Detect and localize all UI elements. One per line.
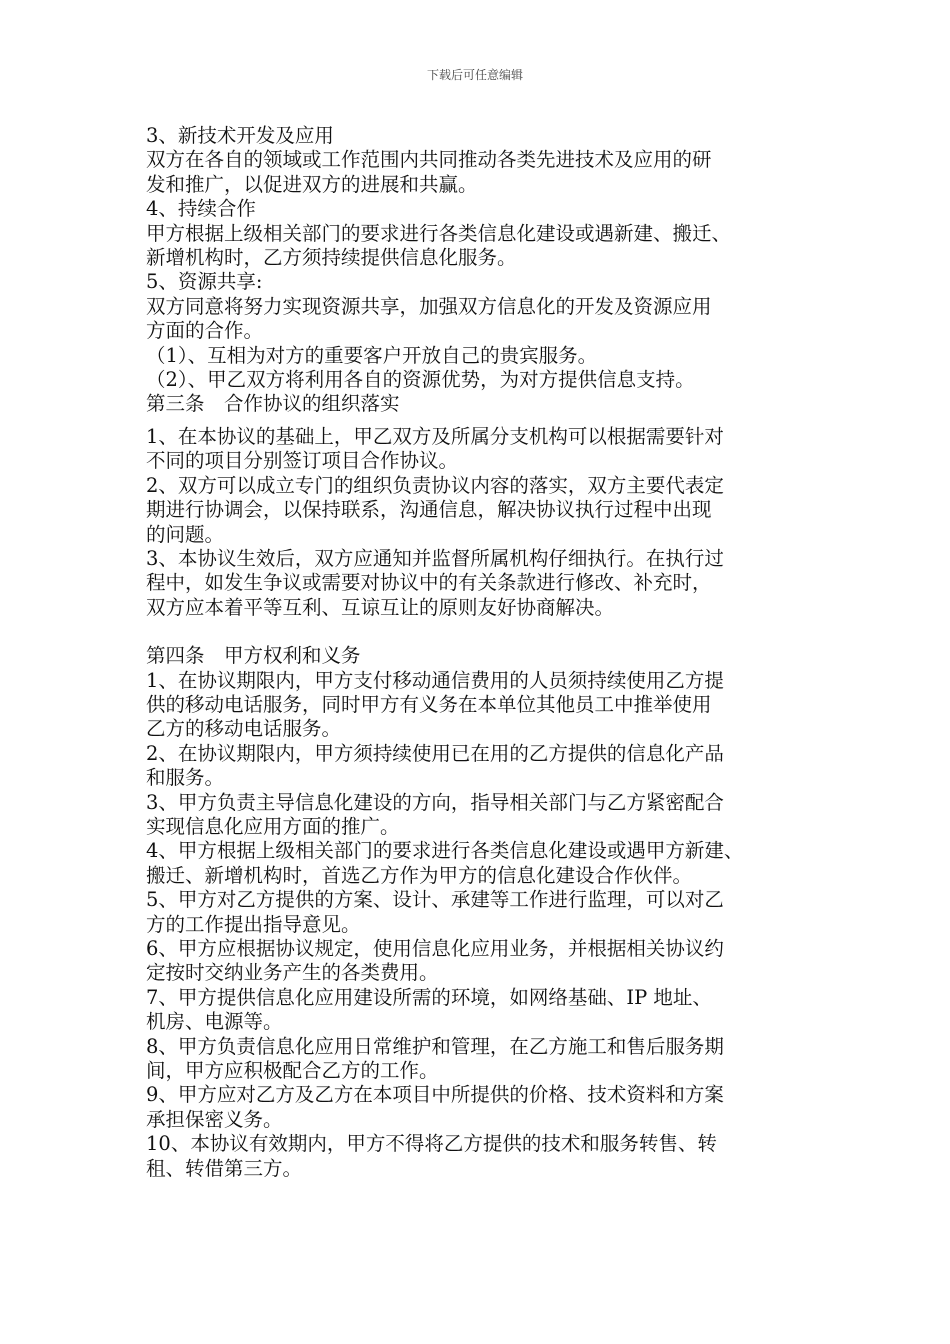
spacer — [146, 417, 836, 425]
section-heading: 第三条 合作协议的组织落实 — [146, 392, 400, 416]
text-line: （2）、甲乙双方将利用各自的资源优势，为对方提供信息支持。 — [146, 368, 695, 392]
text-line: 双方应本着平等互利、互谅互让的原则友好协商解决。 — [146, 595, 615, 619]
text-line: 程中，如发生争议或需要对协议中的有关条款进行修改、补充时， — [146, 571, 712, 595]
text-line: 4、持续合作 — [146, 197, 256, 221]
text-line: 5、资源共享: — [146, 270, 263, 294]
text-line: 机房、电源等。 — [146, 1010, 283, 1034]
text-line: 搬迁、新增机构时，首选乙方作为甲方的信息化建设合作伙伴。 — [146, 863, 693, 887]
text-line: 乙方的移动电话服务。 — [146, 717, 342, 741]
text-line: 和服务。 — [146, 766, 225, 790]
text-line: 3、新技术开发及应用 — [146, 124, 334, 147]
text-line: 4、甲方根据上级相关部门的要求进行各类信息化建设或遇甲方新建、 — [146, 839, 744, 863]
text-line: 供的移动电话服务，同时甲方有义务在本单位其他员工中推举使用 — [146, 692, 712, 716]
document-body — [146, 124, 836, 1181]
text-line: 双方同意将努力实现资源共享，加强双方信息化的开发及资源应用 — [146, 294, 712, 318]
text-line: 3、本协议生效后，双方应通知并监督所属机构仔细执行。在执行过 — [146, 546, 724, 570]
header-note: 下载后可任意编辑 — [426, 68, 523, 82]
text-line: 方面的合作。 — [146, 319, 264, 343]
text-line: 1、在本协议的基础上，甲乙双方及所属分支机构可以根据需要针对 — [146, 424, 724, 448]
text-line: 实现信息化应用方面的推广。 — [146, 814, 400, 838]
text-line: 发和推广，以促进双方的进展和共赢。 — [146, 172, 478, 196]
text-line: 1、在协议期限内，甲方支付移动通信费用的人员须持续使用乙方提 — [146, 668, 724, 692]
text-line: 不同的项目分别签订项目合作协议。 — [146, 449, 459, 473]
text-line: 2、双方可以成立专门的组织负责协议内容的落实，双方主要代表定 — [146, 473, 724, 497]
text-line: 期进行协调会，以保持联系，沟通信息，解决协议执行过程中出现 — [146, 498, 712, 522]
text-line: 间，甲方应积极配合乙方的工作。 — [146, 1059, 439, 1083]
text-line: 2、在协议期限内，甲方须持续使用已在用的乙方提供的信息化产品 — [146, 741, 724, 765]
text-line: 9、甲方应对乙方及乙方在本项目中所提供的价格、技术资料和方案 — [146, 1083, 724, 1107]
text-line: 3、甲方负责主导信息化建设的方向，指导相关部门与乙方紧密配合 — [146, 790, 724, 814]
section-heading: 第四条 甲方权利和义务 — [146, 644, 361, 668]
text-line: 6、甲方应根据协议规定，使用信息化应用业务，并根据相关协议约 — [146, 937, 724, 960]
text-line: 的问题。 — [146, 522, 225, 546]
text-line: 租、转借第三方。 — [146, 1156, 303, 1180]
text-line: 定按时交纳业务产生的各类费用。 — [146, 961, 439, 985]
text-line: 双方在各自的领域或工作范围内共同推动各类先进技术及应用的研 — [146, 148, 712, 172]
text-line: 甲方根据上级相关部门的要求进行各类信息化建设或遇新建、搬迁、 — [146, 221, 732, 245]
blank-line — [146, 620, 836, 644]
text-line: 10、本协议有效期内，甲方不得将乙方提供的技术和服务转售、转 — [146, 1132, 717, 1156]
text-line: 承担保密义务。 — [146, 1107, 283, 1131]
text-line: （1）、互相为对方的重要客户开放自己的贵宾服务。 — [146, 343, 598, 367]
text-line: 5、甲方对乙方提供的方案、设计、承建等工作进行监理，可以对乙 — [146, 888, 724, 912]
text-line: 新增机构时，乙方须持续提供信息化服务。 — [146, 246, 517, 270]
text-line: 8、甲方负责信息化应用日常维护和管理，在乙方施工和售后服务期 — [146, 1034, 724, 1058]
text-line: 7、甲方提供信息化应用建设所需的环境，如网络基础、IP 地址、 — [146, 985, 712, 1009]
text-line: 方的工作提出指导意见。 — [146, 912, 361, 936]
